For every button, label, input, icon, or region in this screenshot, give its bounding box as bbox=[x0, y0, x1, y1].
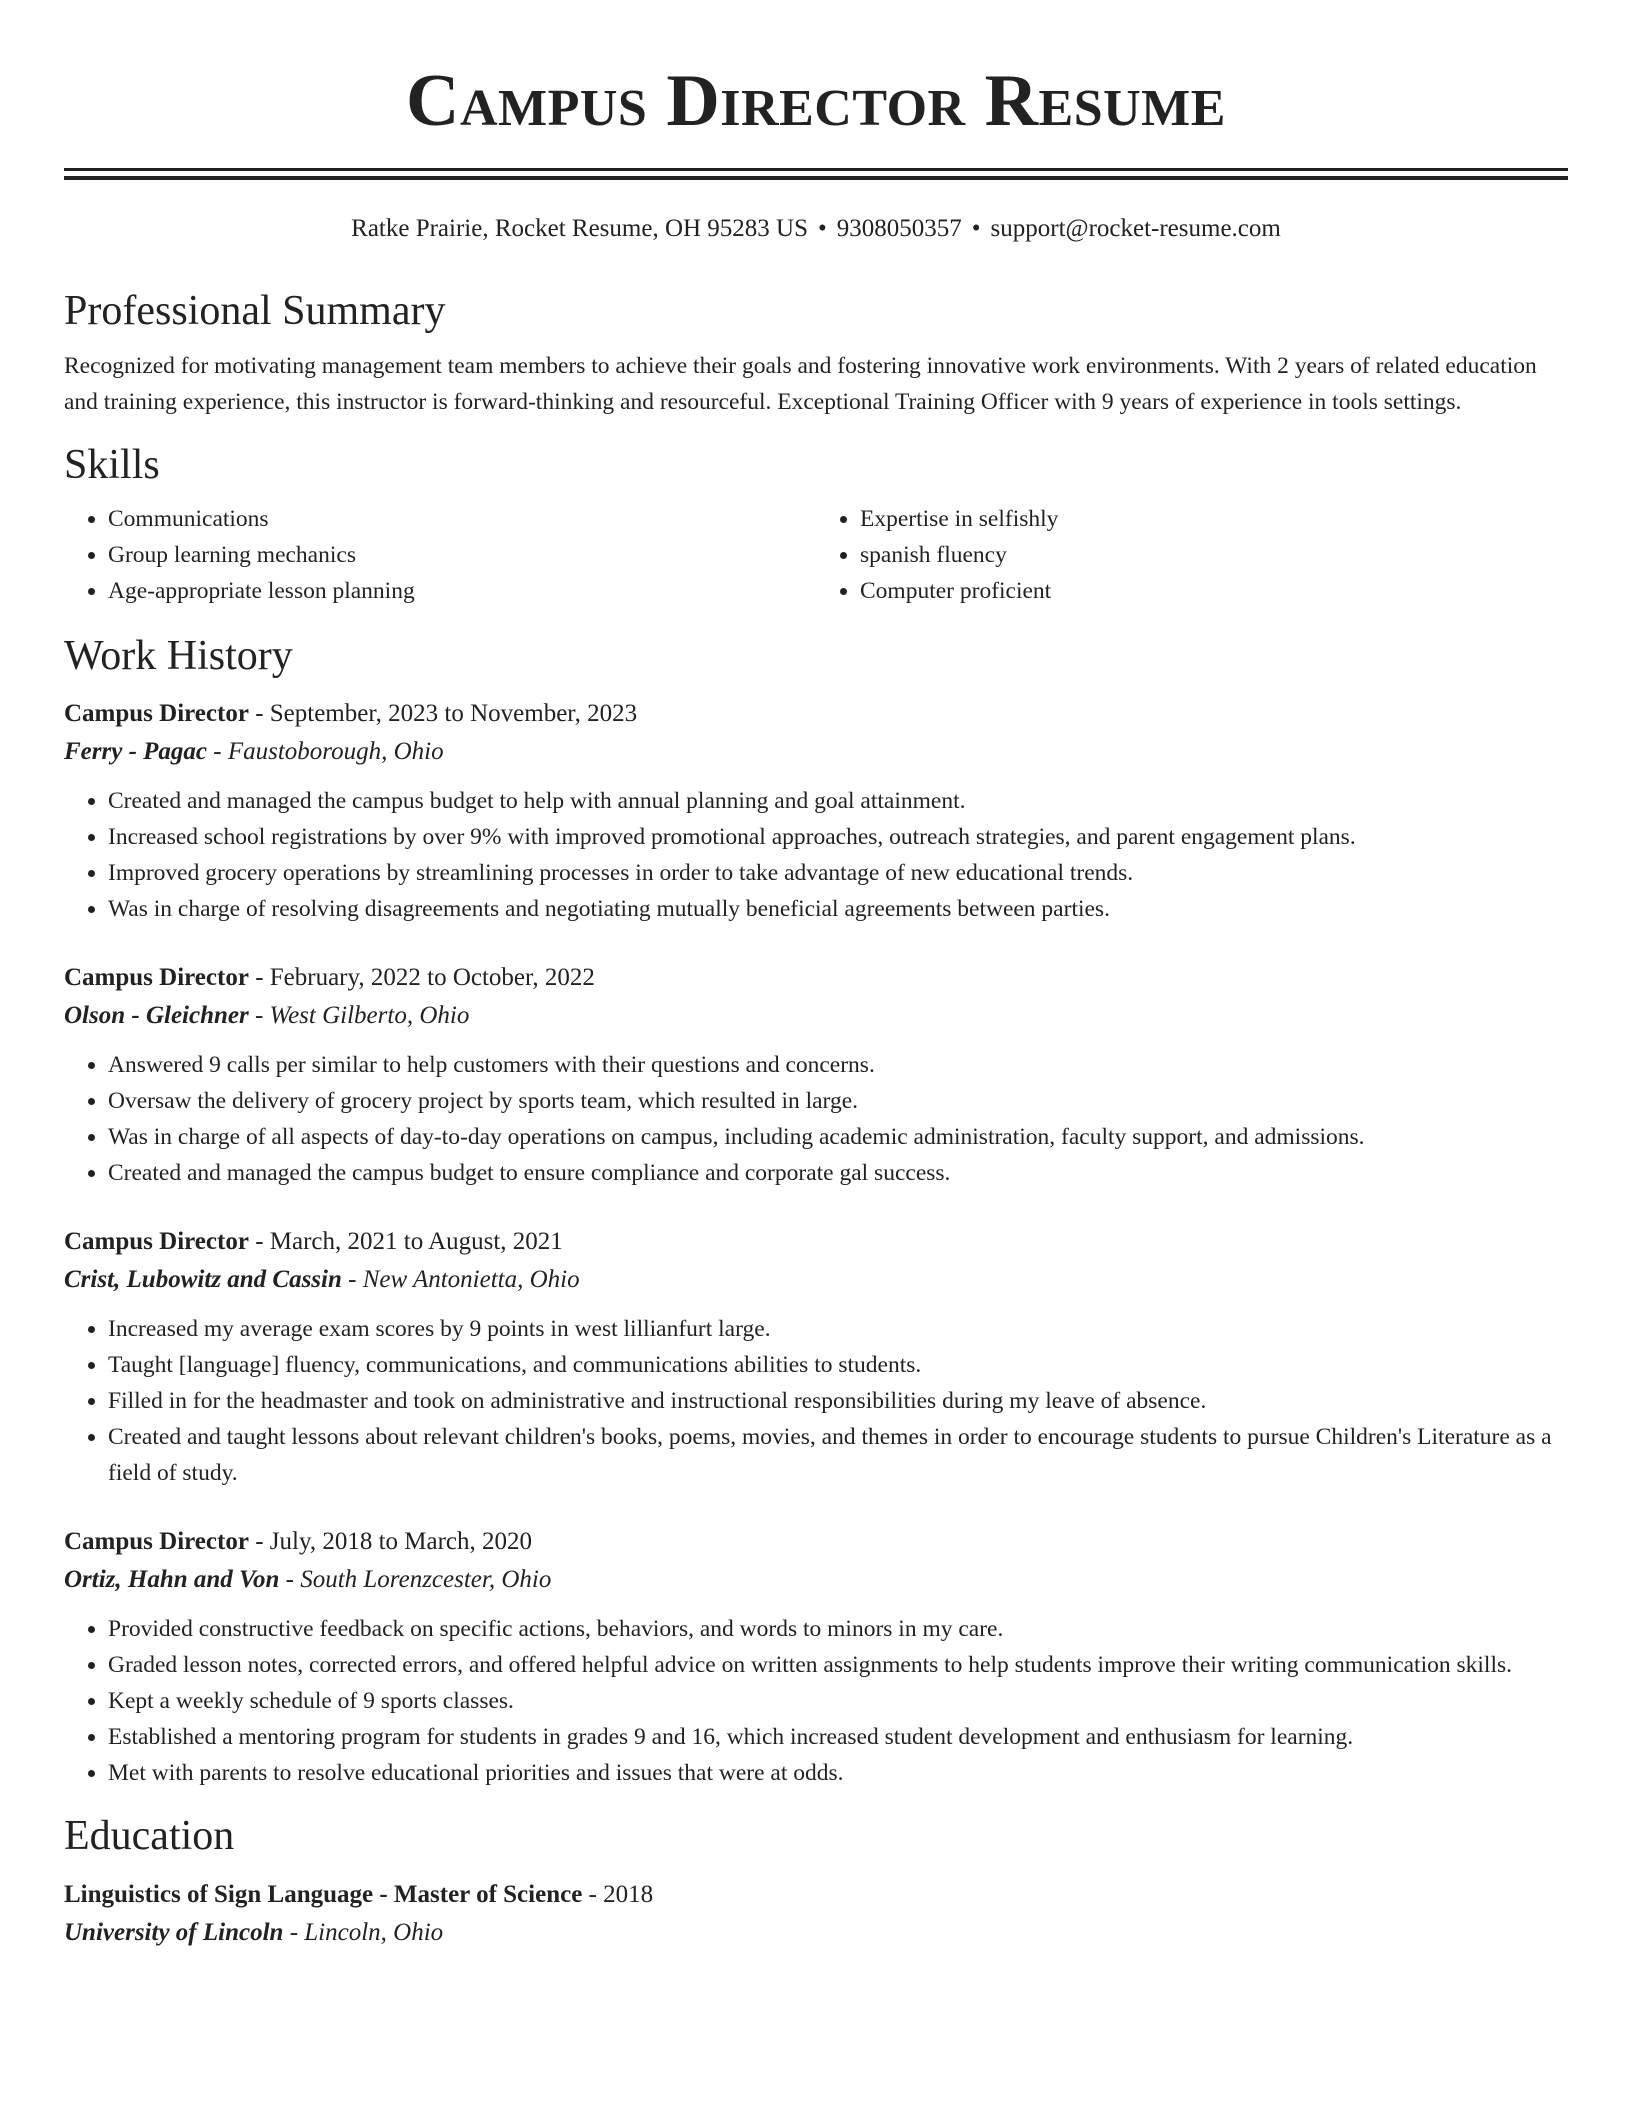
employer-location: - New Antonietta, Ohio bbox=[341, 1266, 580, 1294]
job-title: Campus Director bbox=[64, 1228, 249, 1256]
school-line bbox=[64, 1914, 1568, 1952]
title-rule-top bbox=[64, 168, 1568, 171]
job-bullets bbox=[64, 1311, 1568, 1491]
contact-line bbox=[64, 214, 1568, 244]
job-bullet: • Created and managed the campus budget to ensure compliance and corporate gal success. bbox=[108, 1155, 1568, 1191]
degree-year: - 2018 bbox=[582, 1880, 654, 1908]
job-bullet: • Provided constructive feedback on specific actions, behaviors, and words to minors in my care. bbox=[108, 1611, 1568, 1647]
job-bullet: • Filled in for the headmaster and took on administrative and instructional responsibilities during my leave of absence. bbox=[108, 1383, 1568, 1419]
skills-heading: Skills bbox=[64, 442, 160, 489]
job-title-line bbox=[64, 695, 1568, 733]
contact-phone: 9308050357 bbox=[836, 215, 962, 242]
job-bullet: • Met with parents to resolve educational priorities and issues that were at odds. bbox=[108, 1755, 1568, 1791]
degree-name: Linguistics of Sign Language - Master of Science bbox=[64, 1880, 583, 1908]
contact-email[interactable]: support@rocket-resume.com bbox=[990, 215, 1281, 242]
job-bullet: • Improved grocery operations by streamlining processes in order to take advantage of new educational trends. bbox=[108, 855, 1568, 891]
contact-separator: • bbox=[971, 215, 981, 242]
job-dates: - February, 2022 to October, 2022 bbox=[248, 964, 595, 992]
employer-line bbox=[64, 1561, 1568, 1599]
job-title: Campus Director bbox=[64, 700, 249, 728]
job-entry bbox=[64, 695, 1568, 927]
title-rule-bottom bbox=[64, 176, 1568, 180]
skills-column-right bbox=[816, 501, 1568, 609]
employer-name: Ortiz, Hahn and Von bbox=[64, 1566, 280, 1594]
job-bullet: • Oversaw the delivery of grocery project by sports team, which resulted in large. bbox=[108, 1083, 1568, 1119]
skills-list bbox=[64, 501, 1568, 609]
employer-name: Ferry - Pagac bbox=[64, 738, 208, 766]
job-bullet: • Created and managed the campus budget to help with annual planning and goal attainment. bbox=[108, 783, 1568, 819]
job-dates: - March, 2021 to August, 2021 bbox=[248, 1228, 563, 1256]
skill-item: • Communications bbox=[108, 501, 816, 537]
job-bullet: • Kept a weekly schedule of 9 sports classes. bbox=[108, 1683, 1568, 1719]
school-location: - Lincoln, Ohio bbox=[283, 1918, 444, 1946]
contact-address: Ratke Prairie, Rocket Resume, OH 95283 US bbox=[351, 215, 809, 242]
employer-line bbox=[64, 997, 1568, 1035]
skill-item: • Expertise in selfishly bbox=[860, 501, 1568, 537]
skill-item: • Age-appropriate lesson planning bbox=[108, 573, 816, 609]
resume-page bbox=[64, 0, 1568, 1952]
skill-item: • Group learning mechanics bbox=[108, 537, 816, 573]
work-heading: Work History bbox=[64, 632, 293, 679]
job-bullet: • Was in charge of all aspects of day-to-day operations on campus, including academic administration, faculty support, and admissions. bbox=[108, 1119, 1568, 1155]
skill-item: • Computer proficient bbox=[860, 573, 1568, 609]
job-bullet: • Increased school registrations by over 9% with improved promotional approaches, outreach strategies, and parent engagement plans. bbox=[108, 819, 1568, 855]
degree-line bbox=[64, 1876, 1568, 1914]
job-title-line bbox=[64, 1223, 1568, 1261]
employer-location: - South Lorenzcester, Ohio bbox=[279, 1566, 552, 1594]
contact-separator: • bbox=[818, 215, 827, 242]
job-entry bbox=[64, 959, 1568, 1191]
employer-name: Crist, Lubowitz and Cassin bbox=[64, 1266, 342, 1294]
job-bullet: • Increased my average exam scores by 9 points in west lillianfurt large. bbox=[108, 1311, 1568, 1347]
job-bullet: • Created and taught lessons about relevant children's books, poems, movies, and themes in order to encourage students to pursue Children's Literature as a field of study. bbox=[108, 1419, 1568, 1491]
job-title: Campus Director bbox=[64, 964, 249, 992]
job-bullets bbox=[64, 1047, 1568, 1191]
employer-location: - West Gilberto, Ohio bbox=[248, 1002, 470, 1030]
skills-column-left bbox=[64, 501, 816, 609]
job-bullet: • Answered 9 calls per similar to help customers with their questions and concerns. bbox=[108, 1047, 1568, 1083]
job-bullet: • Taught [language] fluency, communications, and communications abilities to students. bbox=[108, 1347, 1568, 1383]
job-bullet: • Graded lesson notes, corrected errors, and offered helpful advice on written assignments to help students improve their writing communication skills. bbox=[108, 1647, 1568, 1683]
job-entry bbox=[64, 1523, 1568, 1791]
employer-line bbox=[64, 1261, 1568, 1299]
employer-line bbox=[64, 733, 1568, 771]
employer-location: - Faustoborough, Ohio bbox=[207, 738, 444, 766]
resume-title: Campus Director Resume bbox=[406, 60, 1226, 142]
skill-item: • spanish fluency bbox=[860, 537, 1568, 573]
job-bullets bbox=[64, 783, 1568, 927]
education-entry bbox=[64, 1876, 1568, 1952]
education-heading: Education bbox=[64, 1813, 235, 1860]
job-bullets bbox=[64, 1611, 1568, 1791]
job-bullet: • Was in charge of resolving disagreements and negotiating mutually beneficial agreements between parties. bbox=[108, 891, 1568, 927]
job-bullet: • Established a mentoring program for students in grades 9 and 16, which increased student development and enthusiasm for learning. bbox=[108, 1719, 1568, 1755]
employer-name: Olson - Gleichner bbox=[64, 1002, 249, 1030]
job-title: Campus Director bbox=[64, 1528, 249, 1556]
job-entry bbox=[64, 1223, 1568, 1491]
school-name: University of Lincoln bbox=[64, 1918, 284, 1946]
summary-heading: Professional Summary bbox=[64, 288, 446, 334]
job-dates: - July, 2018 to March, 2020 bbox=[248, 1528, 533, 1556]
summary-text: Recognized for motivating management team members to achieve their goals and fostering innovative work environments. With 2 years of related education and training experience, this instructor is forward-thinking and resourceful. Exceptional Training Officer with 9 years of experience in tools settings. bbox=[64, 353, 1537, 416]
job-title-line bbox=[64, 959, 1568, 997]
job-dates: - September, 2023 to November, 2023 bbox=[248, 700, 638, 728]
job-title-line bbox=[64, 1523, 1568, 1561]
